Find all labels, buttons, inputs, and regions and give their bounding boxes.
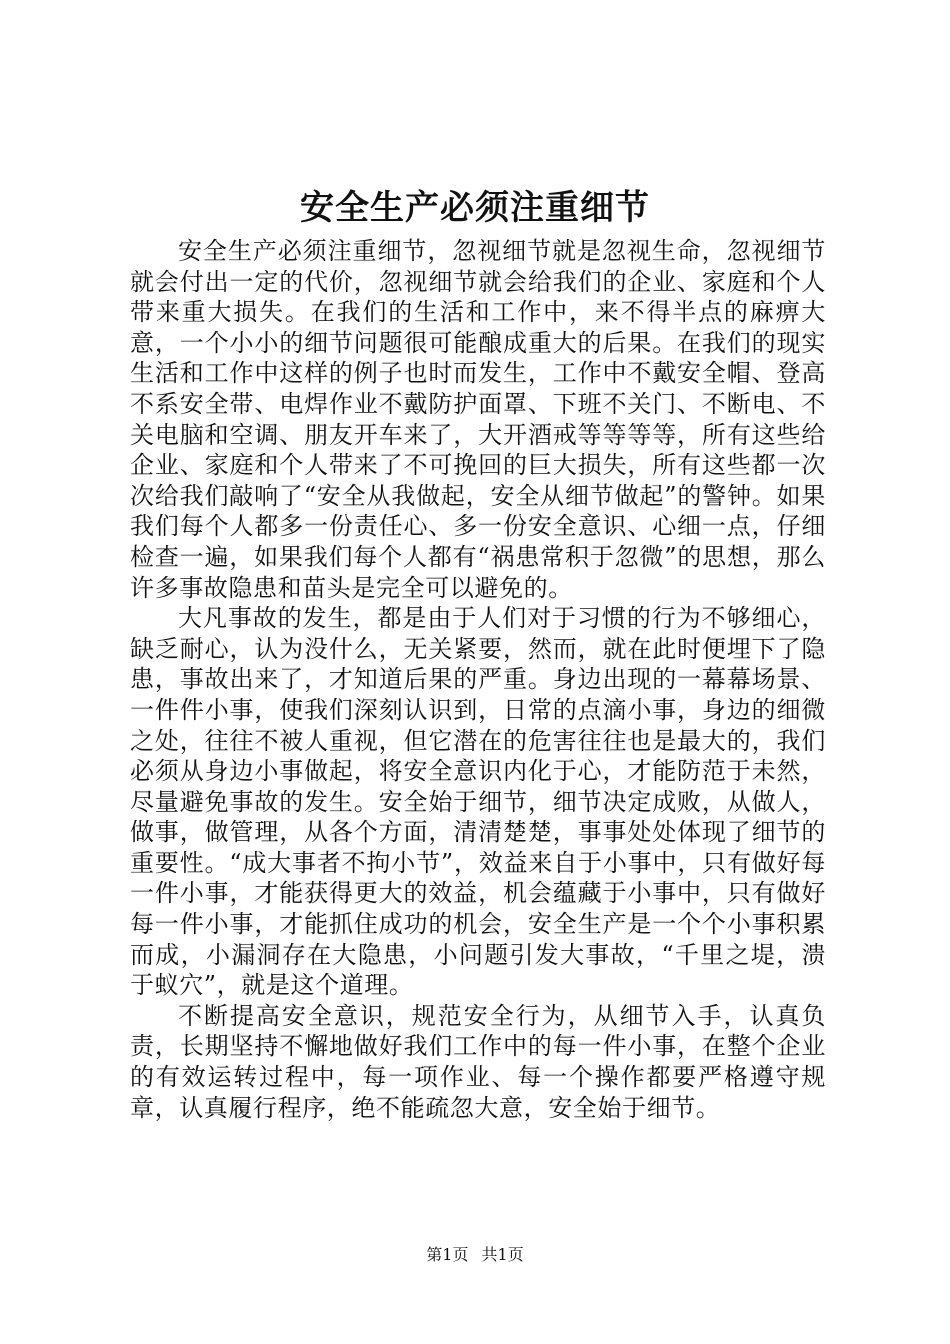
document-title: 安全生产必须注重细节 bbox=[300, 188, 650, 228]
paragraph-1: 安全生产必须注重细节，忽视细节就是忽视生命，忽视细节就会付出一定的代价，忽视细节就会给我们的企业、家庭和个人带来重大损失。在我们的生活和工作中，来不得半点的麻痹大意，一个小小的细节问题很可能酿成重大的后果。在我们的现实生活和工作中这样的例子也时而发生，工作中不戴安全帽、登高不系安全带、电焊作业不戴防护面罩、下班不关门、不断电、不关电脑和空调、朋友开车来了，大开酒戒等等等等，所有这些给企业、家庭和个人带来了不可挽回的巨大损失，所有这些都一次次给我们敲响了“安全从我做起，安全从细节做起”的警钟。如果我们每个人都多一份责任心、多一份安全意识、心细一点，仔细检查一遍，如果我们每个人都有“祸患常积于忽微”的思想，那么许多事故隐患和苗头是完全可以避免的。 bbox=[130, 237, 826, 602]
paragraph-2: 大凡事故的发生，都是由于人们对于习惯的行为不够细心，缺乏耐心，认为没什么，无关紧要，然而，就在此时便埋下了隐患，事故出来了，才知道后果的严重。身边出现的一幕幕场景、一件件小事，使我们深刻认识到，日常的点滴小事，身边的细微之处，往往不被人重视，但它潜在的危害往往也是最大的，我们必须从身边小事做起，将安全意识内化于心，才能防范于未然，尽量避免事故的发生。安全始于细节，细节决定成败，从做人，做事，做管理，从各个方面，清清楚楚，事事处处体现了细节的重要性。“成大事者不拘小节”，效益来自于小事中，只有做好每一件小事，才能获得更大的效益，机会蕴藏于小事中，只有做好每一件小事，才能抓住成功的机会，安全生产是一个个小事积累而成，小漏洞存在大隐患，小问题引发大事故，“千里之堤，溃于蚁穴”，就是这个道理。 bbox=[130, 604, 826, 1000]
page-total: 共1页 bbox=[481, 1245, 524, 1264]
page-footer bbox=[0, 1244, 950, 1266]
paragraph-3: 不断提高安全意识，规范安全行为，从细节入手，认真负责，长期坚持不懈地做好我们工作中的每一件小事，在整个企业的有效运转过程中，每一项作业、每一个操作都要严格遵守规章，认真履行程序，绝不能疏忽大意，安全始于细节。 bbox=[130, 1001, 826, 1122]
document-body bbox=[130, 236, 826, 1123]
page-number: 第1页 bbox=[426, 1245, 469, 1264]
